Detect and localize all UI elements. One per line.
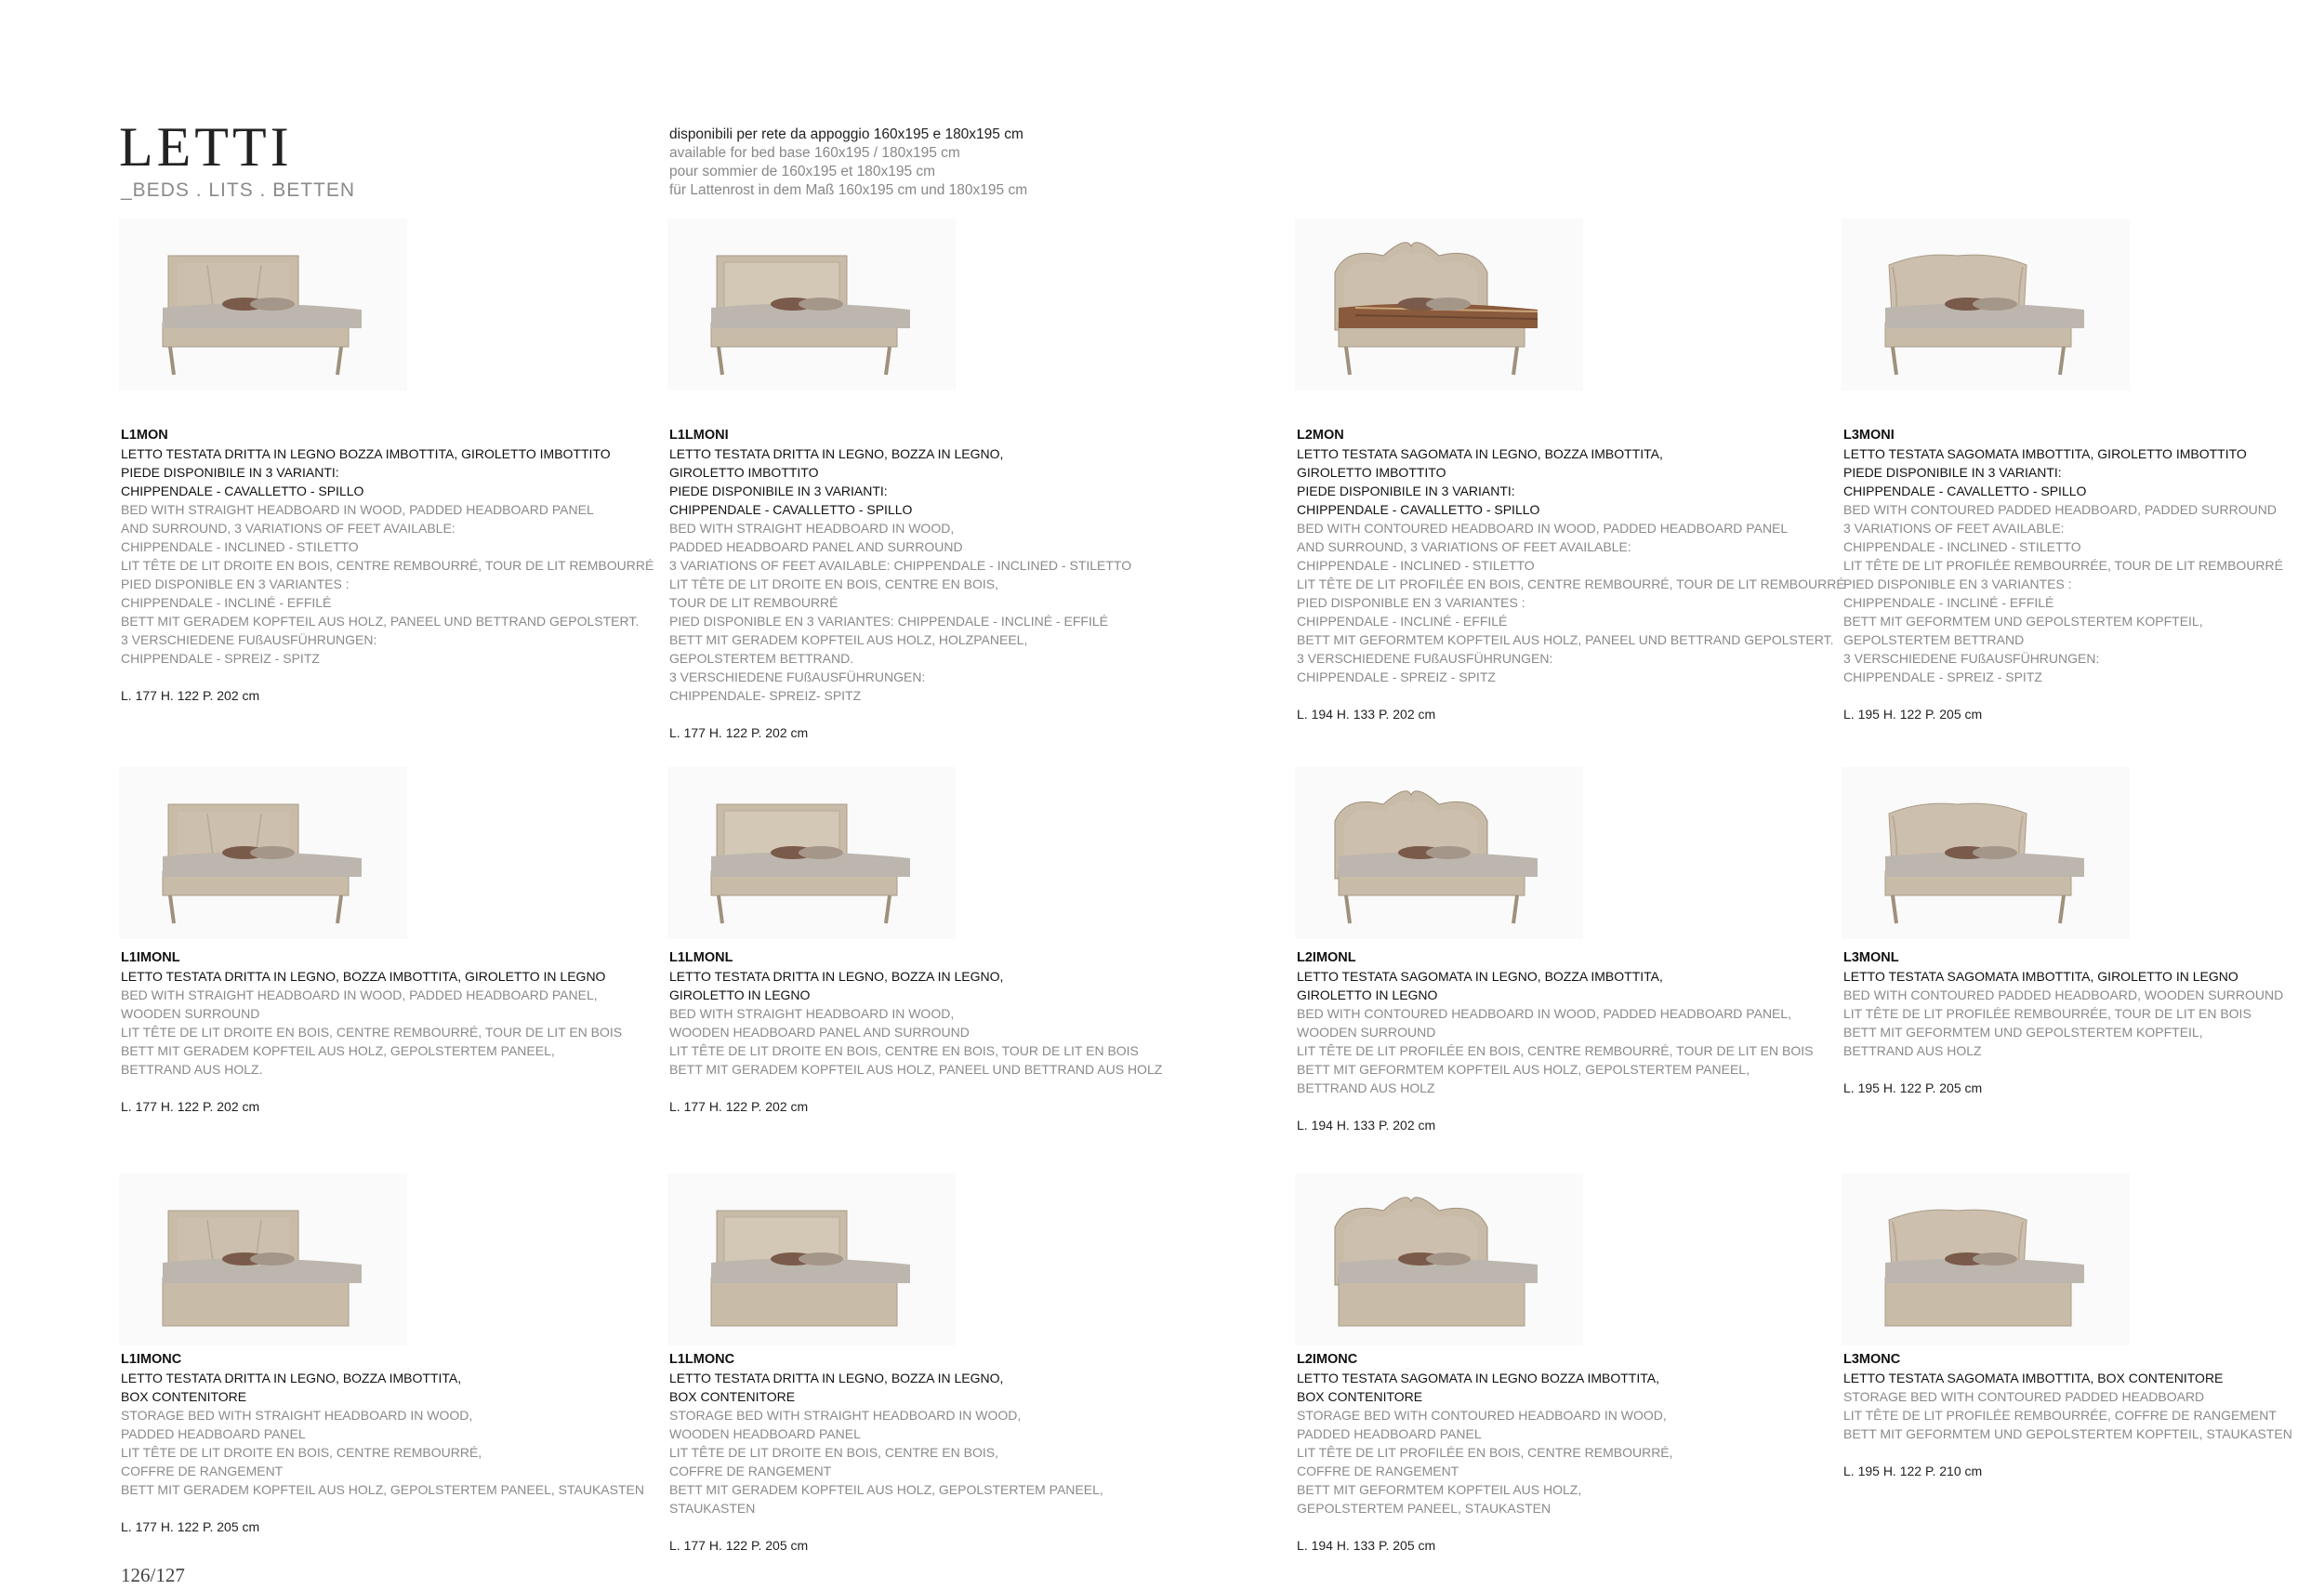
product-dimensions: L. 195 H. 122 P. 210 cm: [1843, 1464, 1983, 1478]
product-description: [1843, 948, 2324, 1097]
translation-line: WOODEN HEADBOARD PANEL AND SURROUND: [669, 1025, 970, 1040]
translation-line: BETT MIT GEFORMTEM KOPFTEIL AUS HOLZ, GEPOLSTERTEM PANEEL,: [1297, 1062, 1750, 1077]
translation-line: LIT TÊTE DE LIT PROFILÉE EN BOIS, CENTRE REMBOURRÉ,: [1297, 1445, 1673, 1460]
translation-line: BETT MIT GEFORMTEM UND GEPOLSTERTEM KOPFTEIL,: [1843, 614, 2203, 629]
translation-line: WOODEN SURROUND: [1297, 1025, 1436, 1040]
product-description: [121, 1350, 651, 1536]
product-dimensions: L. 177 H. 122 P. 202 cm: [121, 1099, 260, 1114]
translation-line: BETTRAND AUS HOLZ: [1297, 1080, 1435, 1095]
product-description: [1297, 426, 1845, 723]
italian-description-line: LETTO TESTATA SAGOMATA IN LEGNO BOZZA IMBOTTITA,: [1297, 1371, 1659, 1385]
italian-description-line: LETTO TESTATA DRITTA IN LEGNO, BOZZA IN LEGNO,: [669, 1371, 1004, 1385]
translation-line: 3 VERSCHIEDENE FUßAUSFÜHRUNGEN:: [1843, 651, 2100, 666]
translation-line: LIT TÊTE DE LIT PROFILÉE REMBOURRÉE, TOUR DE LIT EN BOIS: [1843, 1006, 2251, 1021]
translation-line: STORAGE BED WITH CONTOURED HEADBOARD IN WOOD,: [1297, 1408, 1667, 1423]
translation-line: CHIPPENDALE - INCLINÉ - EFFILÉ: [1843, 595, 2054, 610]
translation-line: CHIPPENDALE - INCLINÉ - EFFILÉ: [1297, 614, 1508, 629]
translation-line: PIED DISPONIBLE EN 3 VARIANTES: CHIPPENDALE - INCLINÉ - EFFILÉ: [669, 614, 1108, 629]
translation-line: TOUR DE LIT REMBOURRÉ: [669, 595, 838, 610]
product-code: L3MONI: [1843, 428, 1895, 443]
italian-description-line: LETTO TESTATA SAGOMATA IMBOTTITA, BOX CONTENITORE: [1843, 1371, 2224, 1385]
italian-description-line: PIEDE DISPONIBILE IN 3 VARIANTI:: [1843, 465, 2062, 480]
product-code: L1LMONI: [669, 428, 729, 443]
translation-line: WOODEN SURROUND: [121, 1006, 260, 1021]
translation-line: PIED DISPONIBLE EN 3 VARIANTES :: [1297, 595, 1525, 610]
italian-description-line: LETTO TESTATA DRITTA IN LEGNO, BOZZA IN LEGNO,: [669, 969, 1004, 984]
translation-line: PADDED HEADBOARD PANEL AND SURROUND: [669, 539, 963, 554]
product-code: L1LMONC: [669, 1352, 735, 1367]
product-description: [1843, 426, 2324, 723]
italian-description-line: LETTO TESTATA DRITTA IN LEGNO, BOZZA IMBOTTITA,: [121, 1371, 462, 1385]
product-dimensions: L. 194 H. 133 P. 202 cm: [1297, 707, 1436, 722]
product-dimensions: L. 177 H. 122 P. 202 cm: [121, 688, 260, 703]
page-title: LETTI: [119, 116, 293, 178]
italian-description-line: BOX CONTENITORE: [669, 1389, 796, 1404]
translation-line: BED WITH STRAIGHT HEADBOARD IN WOOD,: [669, 1006, 955, 1021]
translation-line: BETT MIT GERADEM KOPFTEIL AUS HOLZ, HOLZPANEEL,: [669, 632, 1028, 647]
italian-description-line: PIEDE DISPONIBILE IN 3 VARIANTI:: [669, 484, 888, 498]
translation-line: 3 VERSCHIEDENE FUßAUSFÜHRUNGEN:: [669, 669, 926, 684]
product-image: [1295, 219, 1583, 391]
product-code: L3MONL: [1843, 950, 1899, 965]
translation-line: 3 VARIATIONS OF FEET AVAILABLE:: [1843, 521, 2065, 536]
translation-line: BETT MIT GEFORMTEM KOPFTEIL AUS HOLZ,: [1297, 1482, 1582, 1497]
translation-line: GEPOLSTERTEM PANEEL, STAUKASTEN: [1297, 1501, 1552, 1516]
translation-line: 3 VARIATIONS OF FEET AVAILABLE: CHIPPENDALE - INCLINED - STILETTO: [669, 558, 1132, 573]
translation-line: AND SURROUND, 3 VARIATIONS OF FEET AVAILABLE:: [1297, 539, 1631, 554]
translation-line: BETT MIT GERADEM KOPFTEIL AUS HOLZ, PANEEL UND BETTRAND AUS HOLZ: [669, 1062, 1163, 1077]
italian-description-line: LETTO TESTATA DRITTA IN LEGNO, BOZZA IN LEGNO,: [669, 446, 1004, 461]
translation-line: PADDED HEADBOARD PANEL: [121, 1426, 306, 1441]
translation-line: BETT MIT GEFORMTEM KOPFTEIL AUS HOLZ, PANEEL UND BETTRAND GEPOLSTERT.: [1297, 632, 1834, 647]
translation-line: GEPOLSTERTEM BETTRAND.: [669, 651, 854, 666]
translation-line: PIED DISPONIBLE EN 3 VARIANTES :: [1843, 576, 2072, 591]
translation-line: STORAGE BED WITH STRAIGHT HEADBOARD IN WOOD,: [121, 1408, 473, 1423]
translation-line: LIT TÊTE DE LIT PROFILÉE EN BOIS, CENTRE REMBOURRÉ, TOUR DE LIT EN BOIS: [1297, 1043, 1814, 1058]
translation-line: CHIPPENDALE - SPREIZ - SPITZ: [121, 651, 320, 666]
availability-line: pour sommier de 160x195 et 180x195 cm: [669, 164, 936, 179]
product-image: [667, 1173, 956, 1345]
translation-line: CHIPPENDALE - INCLINED - STILETTO: [1297, 558, 1535, 573]
product-code: L1IMONC: [121, 1352, 182, 1367]
translation-line: COFFRE DE RANGEMENT: [669, 1464, 832, 1478]
translation-line: LIT TÊTE DE LIT PROFILÉE EN BOIS, CENTRE REMBOURRÉ, TOUR DE LIT REMBOURRÉ: [1297, 576, 1845, 591]
product-code: L1LMONL: [669, 950, 733, 965]
translation-line: BED WITH CONTOURED PADDED HEADBOARD, PADDED SURROUND: [1843, 502, 2277, 517]
product-image: [1295, 767, 1583, 939]
product-dimensions: L. 195 H. 122 P. 205 cm: [1843, 1080, 1983, 1095]
translation-line: 3 VERSCHIEDENE FUßAUSFÜHRUNGEN:: [1297, 651, 1553, 666]
product-description: [1843, 1350, 2324, 1480]
product-description: [121, 948, 651, 1116]
italian-description-line: PIEDE DISPONIBILE IN 3 VARIANTI:: [1297, 484, 1515, 498]
italian-description-line: GIROLETTO IMBOTTITO: [1297, 465, 1446, 480]
italian-description-line: BOX CONTENITORE: [121, 1389, 247, 1404]
translation-line: LIT TÊTE DE LIT PROFILÉE REMBOURRÉE, COFFRE DE RANGEMENT: [1843, 1408, 2277, 1423]
availability-line: für Lattenrost in dem Maß 160x195 cm und 180x195 cm: [669, 182, 1028, 198]
page-subtitle: _BEDS . LITS . BETTEN: [121, 179, 356, 201]
translation-line: BED WITH STRAIGHT HEADBOARD IN WOOD,: [669, 521, 955, 536]
product-code: L1IMONL: [121, 950, 180, 965]
page-number: 126/127: [121, 1564, 185, 1586]
italian-description-line: LETTO TESTATA SAGOMATA IN LEGNO, BOZZA IMBOTTITA,: [1297, 446, 1663, 461]
product-dimensions: L. 177 H. 122 P. 202 cm: [669, 725, 809, 740]
translation-line: BETT MIT GERADEM KOPFTEIL AUS HOLZ, GEPOLSTERTEM PANEEL,: [121, 1043, 555, 1058]
translation-line: LIT TÊTE DE LIT DROITE EN BOIS, CENTRE REMBOURRÉ, TOUR DE LIT EN BOIS: [121, 1025, 623, 1040]
italian-description-line: LETTO TESTATA SAGOMATA IMBOTTITA, GIROLETTO IN LEGNO: [1843, 969, 2238, 984]
product-image: [1842, 767, 2130, 939]
product-description: [121, 426, 654, 705]
italian-description-line: CHIPPENDALE - CAVALLETTO - SPILLO: [669, 502, 913, 517]
product-code: L3MONC: [1843, 1352, 1901, 1367]
product-dimensions: L. 195 H. 122 P. 205 cm: [1843, 707, 1983, 722]
product-description: [669, 426, 1199, 742]
translation-line: BED WITH STRAIGHT HEADBOARD IN WOOD, PADDED HEADBOARD PANEL: [121, 502, 594, 517]
italian-description-line: LETTO TESTATA DRITTA IN LEGNO, BOZZA IMBOTTITA, GIROLETTO IN LEGNO: [121, 969, 606, 984]
translation-line: AND SURROUND, 3 VARIATIONS OF FEET AVAILABLE:: [121, 521, 456, 536]
product-dimensions: L. 177 H. 122 P. 205 cm: [121, 1519, 260, 1534]
translation-line: CHIPPENDALE- SPREIZ- SPITZ: [669, 688, 862, 703]
product-dimensions: L. 194 H. 133 P. 202 cm: [1297, 1118, 1436, 1133]
product-dimensions: L. 177 H. 122 P. 205 cm: [669, 1538, 809, 1553]
translation-line: PIED DISPONIBLE EN 3 VARIANTES :: [121, 576, 350, 591]
availability-line: available for bed base 160x195 / 180x195 cm: [669, 145, 960, 161]
translation-line: LIT TÊTE DE LIT DROITE EN BOIS, CENTRE EN BOIS,: [669, 1445, 998, 1460]
translation-line: BETTRAND AUS HOLZ.: [121, 1062, 263, 1077]
italian-description-line: CHIPPENDALE - CAVALLETTO - SPILLO: [121, 484, 364, 498]
product-code: L2MON: [1297, 428, 1344, 443]
translation-line: COFFRE DE RANGEMENT: [121, 1464, 284, 1478]
translation-line: COFFRE DE RANGEMENT: [1297, 1464, 1459, 1478]
translation-line: BETT MIT GERADEM KOPFTEIL AUS HOLZ, PANEEL UND BETTRAND GEPOLSTERT.: [121, 614, 640, 629]
translation-line: CHIPPENDALE - SPREIZ - SPITZ: [1843, 669, 2042, 684]
product-dimensions: L. 194 H. 133 P. 205 cm: [1297, 1538, 1436, 1553]
italian-description-line: GIROLETTO IN LEGNO: [1297, 987, 1438, 1002]
translation-line: CHIPPENDALE - INCLINÉ - EFFILÉ: [121, 595, 332, 610]
translation-line: BETT MIT GERADEM KOPFTEIL AUS HOLZ, GEPOLSTERTEM PANEEL, STAUKASTEN: [121, 1482, 644, 1497]
product-description: [1297, 1350, 1827, 1555]
translation-line: LIT TÊTE DE LIT DROITE EN BOIS, CENTRE REMBOURRÉ, TOUR DE LIT REMBOURRÉ: [121, 558, 654, 573]
translation-line: BED WITH STRAIGHT HEADBOARD IN WOOD, PADDED HEADBOARD PANEL,: [121, 987, 598, 1002]
product-description: [1297, 948, 1827, 1134]
translation-line: GEPOLSTERTEM BETTRAND: [1843, 632, 2025, 647]
translation-line: STORAGE BED WITH CONTOURED PADDED HEADBOARD: [1843, 1389, 2205, 1404]
italian-description-line: BOX CONTENITORE: [1297, 1389, 1423, 1404]
availability-note: [669, 126, 1027, 200]
italian-description-line: LETTO TESTATA SAGOMATA IMBOTTITA, GIROLETTO IMBOTTITO: [1843, 446, 2247, 461]
product-image: [119, 219, 407, 391]
product-image: [1295, 1173, 1583, 1345]
product-dimensions: L. 177 H. 122 P. 202 cm: [669, 1099, 809, 1114]
translation-line: WOODEN HEADBOARD PANEL: [669, 1426, 861, 1441]
translation-line: CHIPPENDALE - INCLINED - STILETTO: [1843, 539, 2081, 554]
product-code: L2IMONL: [1297, 950, 1356, 965]
translation-line: LIT TÊTE DE LIT DROITE EN BOIS, CENTRE REMBOURRÉ,: [121, 1445, 482, 1460]
product-image: [1842, 219, 2130, 391]
product-image: [667, 219, 956, 391]
product-image: [119, 767, 407, 939]
translation-line: PADDED HEADBOARD PANEL: [1297, 1426, 1482, 1441]
translation-line: 3 VERSCHIEDENE FUßAUSFÜHRUNGEN:: [121, 632, 377, 647]
product-description: [669, 948, 1199, 1116]
italian-description-line: PIEDE DISPONIBILE IN 3 VARIANTI:: [121, 465, 339, 480]
availability-line: disponibili per rete da appoggio 160x195 e 180x195 cm: [669, 126, 1023, 142]
product-image: [1842, 1173, 2130, 1345]
translation-line: BETT MIT GERADEM KOPFTEIL AUS HOLZ, GEPOLSTERTEM PANEEL,: [669, 1482, 1103, 1497]
italian-description-line: LETTO TESTATA SAGOMATA IN LEGNO, BOZZA IMBOTTITA,: [1297, 969, 1663, 984]
translation-line: LIT TÊTE DE LIT DROITE EN BOIS, CENTRE EN BOIS,: [669, 576, 998, 591]
italian-description-line: GIROLETTO IMBOTTITO: [669, 465, 819, 480]
translation-line: CHIPPENDALE - SPREIZ - SPITZ: [1297, 669, 1496, 684]
italian-description-line: CHIPPENDALE - CAVALLETTO - SPILLO: [1297, 502, 1540, 517]
translation-line: LIT TÊTE DE LIT DROITE EN BOIS, CENTRE EN BOIS, TOUR DE LIT EN BOIS: [669, 1043, 1139, 1058]
italian-description-line: GIROLETTO IN LEGNO: [669, 987, 811, 1002]
translation-line: BETT MIT GEFORMTEM UND GEPOLSTERTEM KOPFTEIL, STAUKASTEN: [1843, 1426, 2292, 1441]
translation-line: STAUKASTEN: [669, 1501, 756, 1516]
translation-line: BED WITH CONTOURED PADDED HEADBOARD, WOODEN SURROUND: [1843, 987, 2284, 1002]
translation-line: BETTRAND AUS HOLZ: [1843, 1043, 1982, 1058]
product-code: L2IMONC: [1297, 1352, 1358, 1367]
product-image: [667, 767, 956, 939]
product-description: [669, 1350, 1199, 1555]
italian-description-line: LETTO TESTATA DRITTA IN LEGNO BOZZA IMBOTTITA, GIROLETTO IMBOTTITO: [121, 446, 611, 461]
translation-line: CHIPPENDALE - INCLINED - STILETTO: [121, 539, 359, 554]
product-image: [119, 1173, 407, 1345]
translation-line: BETT MIT GEFORMTEM UND GEPOLSTERTEM KOPFTEIL,: [1843, 1025, 2203, 1040]
product-code: L1MON: [121, 428, 168, 443]
translation-line: BED WITH CONTOURED HEADBOARD IN WOOD, PADDED HEADBOARD PANEL,: [1297, 1006, 1792, 1021]
translation-line: LIT TÊTE DE LIT PROFILÉE REMBOURRÉE, TOUR DE LIT REMBOURRÉ: [1843, 558, 2283, 573]
translation-line: BED WITH CONTOURED HEADBOARD IN WOOD, PADDED HEADBOARD PANEL: [1297, 521, 1789, 536]
italian-description-line: CHIPPENDALE - CAVALLETTO - SPILLO: [1843, 484, 2087, 498]
translation-line: STORAGE BED WITH STRAIGHT HEADBOARD IN WOOD,: [669, 1408, 1022, 1423]
